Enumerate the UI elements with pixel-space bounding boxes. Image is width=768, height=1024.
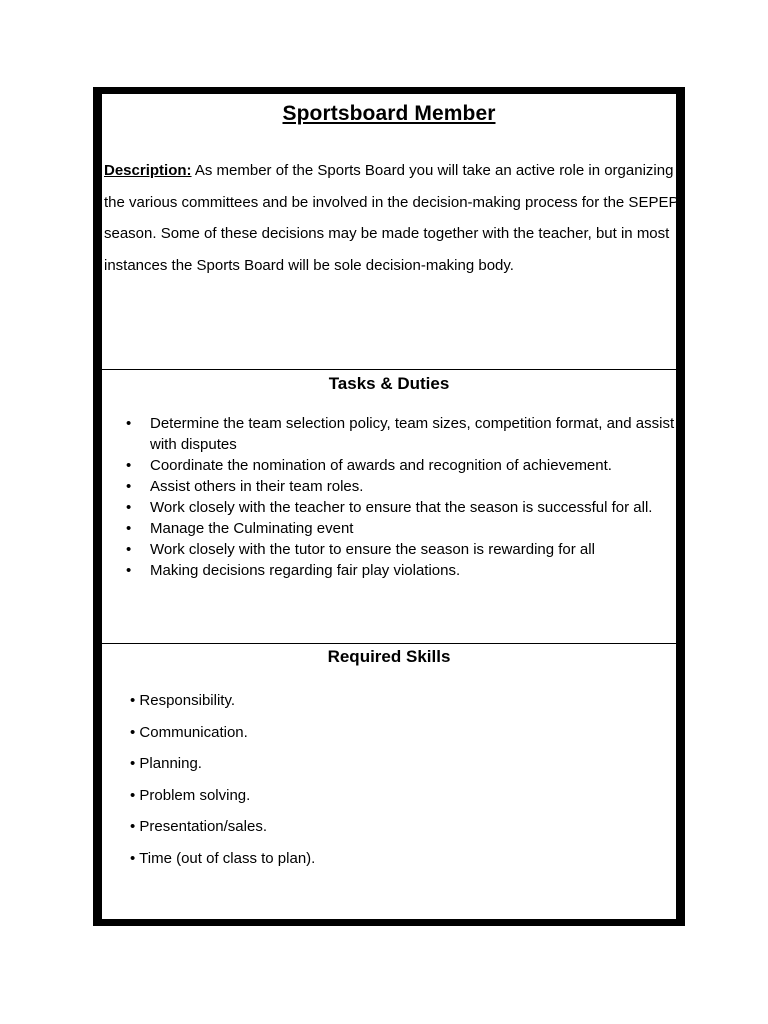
bullet-icon: • [126,415,132,432]
description-section [102,94,679,370]
task-item [102,539,677,560]
skills-section [102,644,676,919]
skill-item: • Problem solving. [130,786,251,804]
page-title: Sportsboard Member [282,102,496,125]
tasks-list [102,413,677,581]
skill-item: • Responsibility. [130,692,236,709]
description-text: As member of the Sports Board you will take an active role in organizing the various committees and be involved in the decision-making process for the SEPEP season. Some of these decisions may be made together with the teacher, but in most instances the Sports Board will be sole decision-making body. [104,162,679,274]
bullet-icon: • [126,562,132,579]
task-text: Coordinate the nomination of awards and recognition of achievement. [150,457,612,474]
skills-heading: Required Skills [327,647,451,666]
skill-item: • Time (out of class to plan). [130,849,316,867]
bullet-icon: • [126,520,132,537]
task-item [102,560,677,581]
task-text: Determine the team selection policy, team sizes, competition format, and assist with disputes [150,415,675,453]
task-item [102,518,677,539]
task-text: Assist others in their team roles. [150,478,364,495]
bullet-icon: • [126,499,132,516]
bullet-icon: • [126,541,132,558]
bullet-icon: • [126,457,132,474]
tasks-section [102,370,676,644]
task-item [102,476,677,497]
tasks-heading: Tasks & Duties [328,374,450,393]
description-paragraph [104,155,679,281]
skills-list [130,685,315,874]
skill-item: • Presentation/sales. [130,818,267,835]
skill-item: • Planning. [130,755,202,772]
description-label: Description: [104,162,192,179]
bullet-icon: • [126,478,132,495]
task-text: Manage the Culminating event [150,520,354,537]
task-item [102,455,677,476]
role-card [93,87,685,926]
task-item [102,497,677,518]
skill-item: • Communication. [130,723,248,741]
task-text: Work closely with the tutor to ensure the season is rewarding for all [150,541,595,558]
task-text: Making decisions regarding fair play violations. [150,562,461,579]
task-text: Work closely with the teacher to ensure that the season is successful for all. [150,499,653,516]
task-item [102,413,677,455]
